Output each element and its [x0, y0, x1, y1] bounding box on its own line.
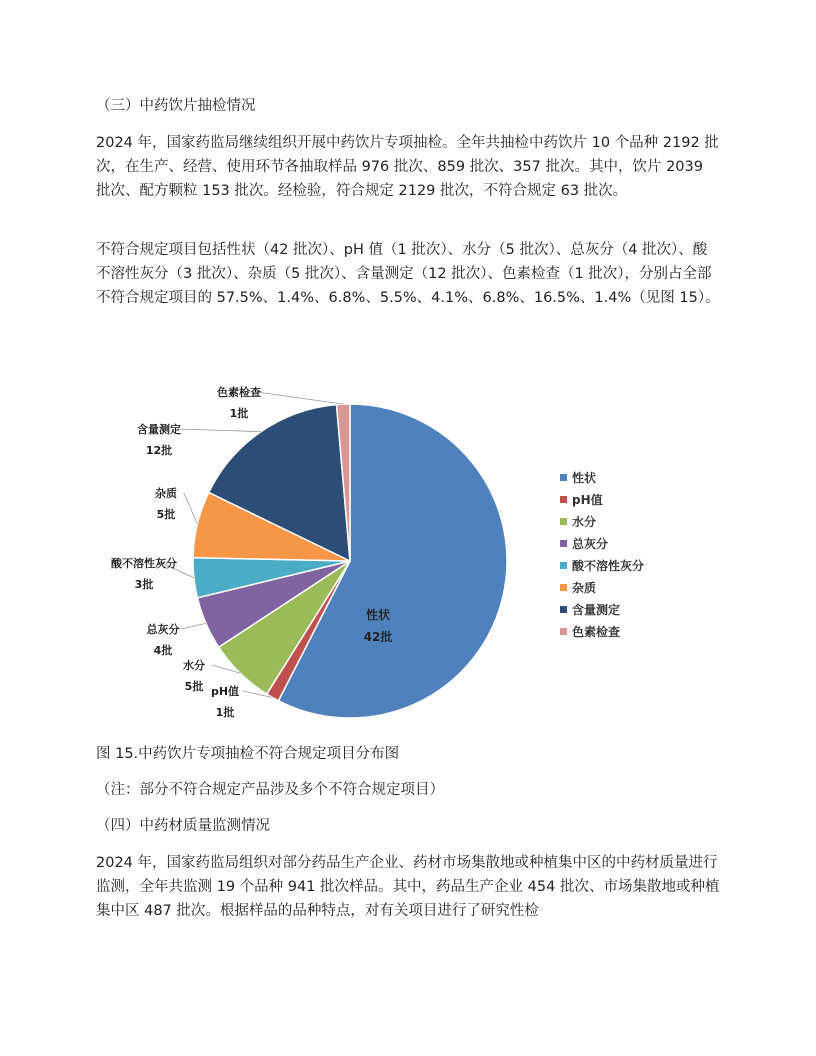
legend-item-impurity: 杂质: [572, 581, 597, 595]
legend-swatch: [560, 518, 567, 525]
section4-paragraph-1: 2024 年，国家药监局组织对部分药品生产企业、药材市场集散地或种植集中区的中药材质量进行监测，全年共监测 19 个品种 941 批次样品。其中，药品生产企业 454 批次、市场集散地或种植集中区 487 批次。根据样品的品种特点，对有关项目进行了研究性检: [96, 855, 720, 919]
legend-swatch: [560, 562, 567, 569]
leader-line: [257, 392, 343, 404]
figure-caption: 图 15.中药饮片专项抽检不符合规定项目分布图: [96, 746, 400, 762]
section3-heading: （三）中药饮片抽检情况: [96, 98, 256, 114]
legend-item-ph: pH值: [572, 493, 603, 507]
section3-paragraph-1: 2024 年，国家药监局继续组织开展中药饮片专项抽检。全年共抽检中药饮片 10 个品种 2192 批次，在生产、经营、使用环节各抽取样品 976 批次、859 批次、357 批次。其中，饮片 2039 批次、配方颗粒 153 批次。经检验，符合规定 2129 批次，不符合规定 63 批次。: [96, 135, 719, 199]
slice-label-name: 性状: [365, 608, 391, 622]
figure-note: （注：部分不符合规定产品涉及多个不符合规定项目）: [96, 782, 444, 798]
slice-label-name: pH值: [210, 685, 240, 698]
legend-item-appearance: 性状: [572, 471, 597, 485]
slice-label-value: 12批: [145, 444, 173, 457]
slice-label-value: 5批: [184, 680, 204, 693]
leader-line: [177, 429, 261, 432]
legend-swatch: [560, 540, 567, 547]
legend-swatch: [560, 496, 567, 503]
slice-label-value: 4批: [153, 644, 173, 657]
leader-line: [181, 623, 206, 629]
slice-label-name: 含量测定: [137, 423, 181, 436]
section4-heading: （四）中药材质量监测情况: [96, 818, 270, 834]
legend-item-moisture: 水分: [572, 515, 597, 529]
legend-item-total-ash: 总灰分: [572, 537, 609, 551]
legend-swatch: [560, 584, 567, 591]
slice-label-value: 1批: [229, 407, 249, 420]
pie-chart: [96, 383, 720, 728]
legend-swatch: [560, 606, 567, 613]
section3-paragraph-2: 不符合规定项目包括性状（42 批次）、pH 值（1 批次）、水分（5 批次）、总灰分（4 批次）、酸不溶性灰分（3 批次）、杂质（5 批次）、含量测定（12 批次）、色素检查（1 批次），分别占全部不符合规定项目的 57.5%、1.4%、6.8%、5.5%、4.1%、6.8%、16.5%、1.4%（见图 15）。: [96, 242, 720, 306]
slice-label-name: 总灰分: [146, 623, 180, 636]
slice-label-value: 3批: [134, 578, 154, 591]
legend-item-assay: 含量测定: [572, 603, 621, 617]
slice-label-name: 水分: [183, 659, 205, 672]
legend-swatch: [560, 474, 567, 481]
legend-item-acid-insoluble-ash: 酸不溶性灰分: [572, 559, 645, 573]
slice-label-name: 色素检查: [217, 386, 261, 399]
slice-label-value: 1批: [215, 706, 235, 719]
slice-label-value: 5批: [156, 508, 176, 521]
slice-label-name: 杂质: [155, 487, 177, 500]
leader-line: [184, 493, 197, 524]
slice-label-name: 酸不溶性灰分: [111, 557, 177, 570]
legend-swatch: [560, 628, 567, 635]
legend-item-pigment: 色素检查: [572, 625, 621, 639]
slice-label-value: 42批: [363, 630, 393, 644]
